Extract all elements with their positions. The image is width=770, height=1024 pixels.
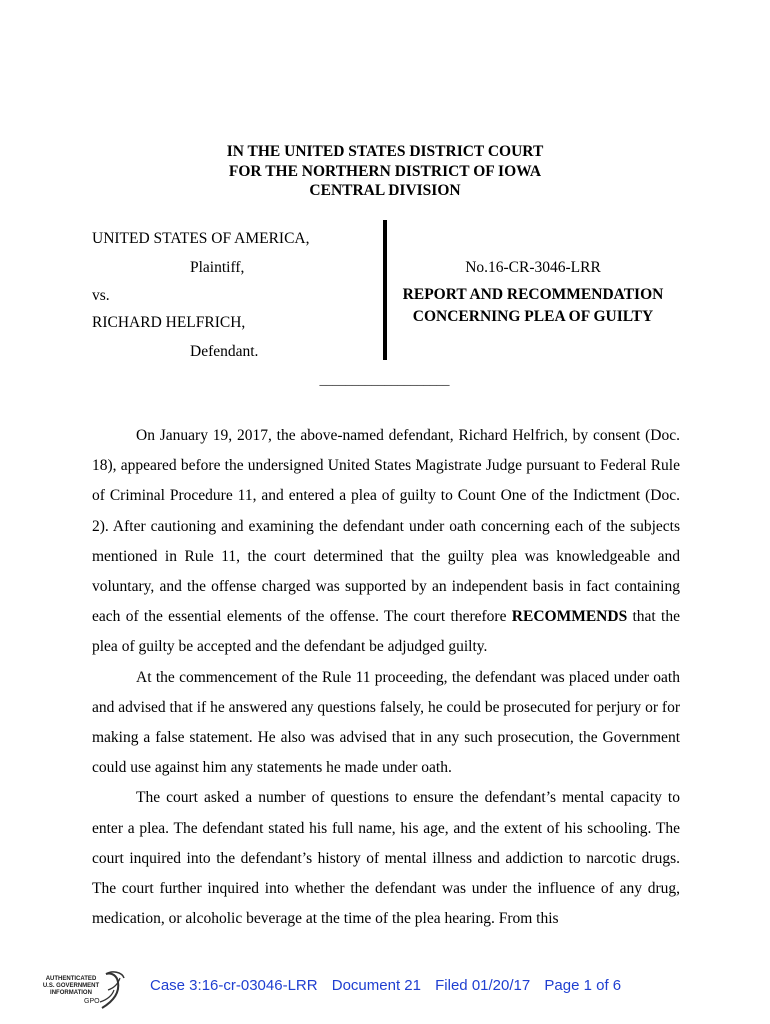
- filing-footer: [150, 977, 631, 994]
- footer-page-number: Page 1 of 6: [544, 977, 622, 994]
- recommends-emphasis: RECOMMENDS: [511, 608, 628, 626]
- district-line: FOR THE NORTHERN DISTRICT OF IOWA: [228, 162, 542, 180]
- paragraph-3: The court asked a number of questions to ensure the defendant’s mental capacity to enter a plea. The defendant stated his full name, his age, and the extent of his schooling. The court inquired into the defendant’s history of mental illness and addiction to narcotic drugs. The court further inquired into whether the defendant was under the influence of any drug, medication, or alcoholic beverage at the time of the plea hearing. From this: [92, 789, 680, 928]
- defendant-role: Defendant.: [190, 343, 259, 360]
- caption-divider: [383, 220, 387, 360]
- footer-filed-date: Filed 01/20/17: [435, 977, 531, 994]
- document-body: [92, 421, 680, 934]
- plaintiff-role: Plaintiff,: [190, 259, 245, 276]
- versus-label: vs.: [92, 287, 110, 304]
- case-number: No.16-CR-3046-LRR: [465, 259, 601, 276]
- plaintiff-name: UNITED STATES OF AMERICA,: [92, 230, 310, 247]
- stamp-gpo: GPO: [84, 998, 100, 1005]
- court-header: [0, 142, 770, 201]
- caption-separator: ____________________: [319, 373, 450, 386]
- document-title-line-1: REPORT AND RECOMMENDATION: [402, 286, 664, 303]
- paragraph-1: [92, 421, 680, 663]
- stamp-line-1: AUTHENTICATED: [45, 976, 97, 982]
- stamp-text: [40, 976, 102, 997]
- paragraph-1-text: On January 19, 2017, the above-named defendant, Richard Helfrich, by consent (Doc. 18), appeared before the undersigned United States Magistrate Judge pursuant to Federal Rule of Criminal Procedure 11, and entered a plea of guilty to Count One of the Indictment (Doc. 2). After cautioning and examining the defendant under oath concerning each of the subjects mentioned in Rule 11, the court determined that the guilty plea was knowledgeable and voluntary, and the offense charged was supported by an independent basis in fact containing each of the essential elements of the offense. The court therefore: [92, 427, 680, 626]
- division-line: CENTRAL DIVISION: [309, 182, 461, 199]
- paragraph-1-tail: that the plea of guilty be accepted and the defendant be adjudged guilty.: [92, 608, 680, 656]
- footer-document-number: Document 21: [331, 977, 421, 994]
- paragraph-2: At the commencement of the Rule 11 proceeding, the defendant was placed under oath and advised that if he answered any questions falsely, he could be prosecuted for perjury or for making a false statement. He also was advised that in any such prosecution, the Government could use against him any statements he made under oath.: [92, 668, 680, 777]
- document-title-line-2: CONCERNING PLEA OF GUILTY: [412, 308, 654, 325]
- gpo-authentication-stamp: [40, 968, 128, 1012]
- court-name-line: IN THE UNITED STATES DISTRICT COURT: [226, 143, 544, 160]
- eagle-emblem-icon: [98, 968, 126, 1012]
- stamp-line-2: U.S. GOVERNMENT: [42, 983, 100, 989]
- footer-case-number: Case 3:16-cr-03046-LRR: [150, 977, 318, 994]
- stamp-line-3: INFORMATION: [50, 990, 92, 996]
- defendant-name: RICHARD HELFRICH,: [92, 314, 246, 331]
